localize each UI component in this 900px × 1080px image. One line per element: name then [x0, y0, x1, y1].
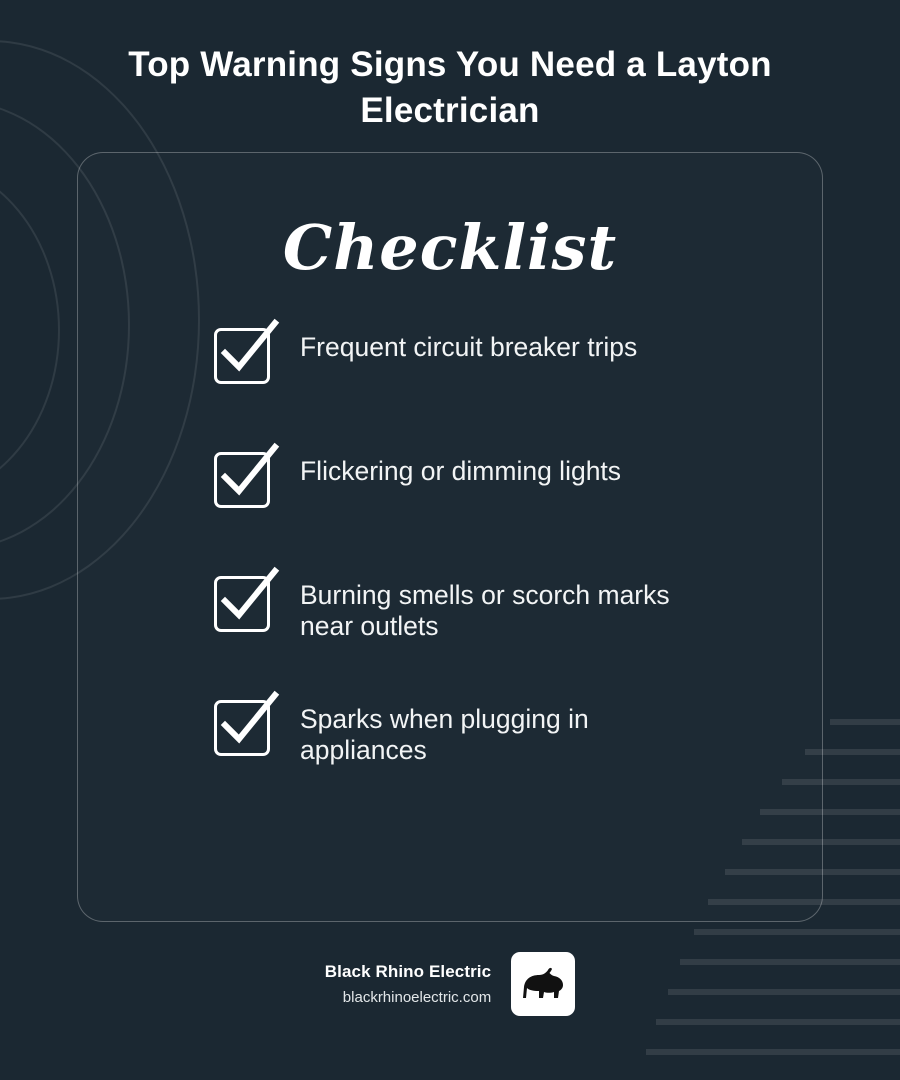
list-item[interactable] [214, 574, 760, 658]
rhino-icon [521, 967, 565, 1001]
list-item-label: Flickering or dimming lights [300, 456, 622, 486]
page-title: Top Warning Signs You Need a Layton Electrician [128, 45, 772, 130]
checklist-card [77, 152, 823, 922]
brand-name: Black Rhino Electric [324, 962, 492, 981]
checklist-items [78, 326, 822, 782]
brand-logo [511, 952, 575, 1016]
list-item[interactable] [214, 698, 760, 782]
checkbox-checked-icon[interactable] [214, 328, 270, 384]
card-heading: Checklist [282, 211, 618, 284]
list-item[interactable] [214, 326, 760, 410]
ring-3 [0, 160, 60, 500]
list-item-label: Burning smells or scorch marks near outlets [300, 580, 670, 642]
checkbox-checked-icon[interactable] [214, 576, 270, 632]
checkbox-checked-icon[interactable] [214, 452, 270, 508]
list-item-label: Frequent circuit breaker trips [300, 332, 638, 362]
footer-text-block [325, 962, 491, 1006]
brand-url[interactable]: blackrhinoelectric.com [342, 989, 492, 1006]
checkbox-checked-icon[interactable] [214, 700, 270, 756]
footer [0, 952, 900, 1016]
list-item-label: Sparks when plugging in appliances [300, 704, 589, 766]
list-item[interactable] [214, 450, 760, 534]
